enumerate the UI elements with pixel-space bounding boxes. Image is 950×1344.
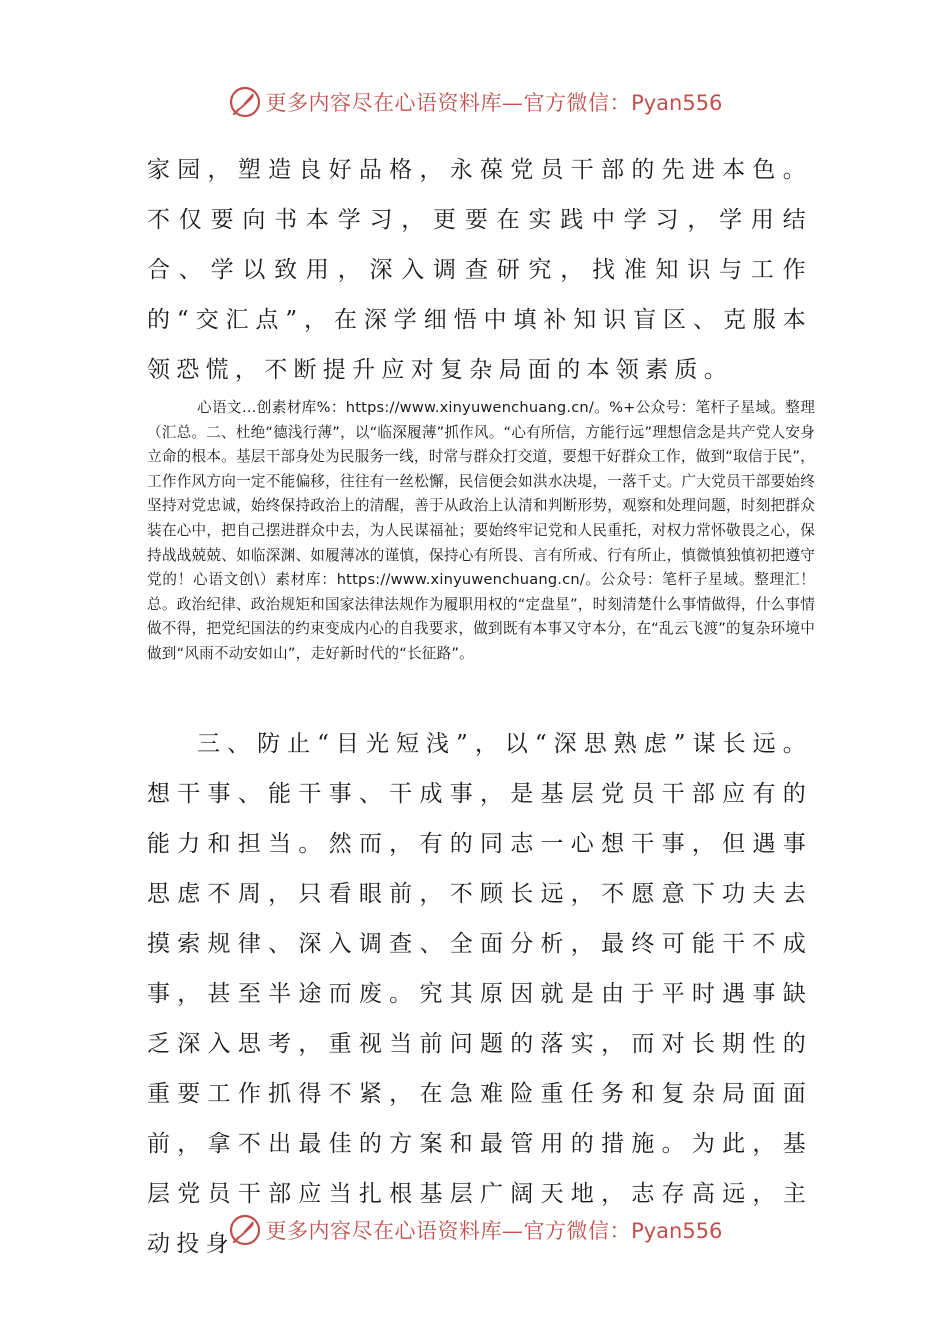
body-paragraph-1: 家园，塑造良好品格，永葆党员干部的先进本色。不仅要向书本学习，更要在实践中学习，学用结合、学以致用，深入调查研究，找准知识与工作的“交汇点”，在深学细悟中填补知识盲区、克服本领恐慌，不断提升应对复杂局面的本领素质。 — [147, 157, 812, 383]
header-banner — [0, 80, 950, 124]
quill-logo-icon — [228, 1213, 262, 1247]
banner-wechat-id: Pyan556 — [631, 91, 723, 115]
footer-banner — [0, 1208, 950, 1252]
body-paragraph-2: 心语文…创素材库%：https://www.xinyuwenchuang.cn/。%+公众号：笔杆子星域。整理（汇总。二、杜绝“德浅行薄”，以“临深履薄”抓作风。“心有所信，方能行远”理想信念是共产党人安身立命的根本。基层干部身处为民服务一线，时常与群众打交道，要想干好群众工作，做到“取信于民”，工作作风方向一定不能偏移，往往有一丝松懈，民信便会如洪水决堤，一落千丈。广大党员干部要始终坚持对党忠诚，始终保持政治上的清醒，善于从政治上认清和判断形势，观察和处理问题，时刻把群众装在心中，把自己摆进群众中去，为人民谋福祉；要始终牢记党和人民重托，对权力常怀敬畏之心，保持战战兢兢、如临深渊、如履薄冰的谨慎，保持心有所畏、言有所戒、行有所止，慎微慎独慎初把遵守党的！心语文创\）素材库：https://www.xinyuwenchuang.cn/。公众号：笔杆子星域。整理汇！总。政治纪律、政治规矩和国家法律法规作为履职用权的“定盘星”，时刻清楚什么事情做得，什么事情做不得，把党纪国法的约束变成内心的自我要求，做到既有本事又守本分，在“乱云飞渡”的复杂环境中做到“风雨不动安如山”，走好新时代的“长征路”。 — [147, 399, 815, 662]
banner-text: 更多内容尽在心语资料库—官方微信：Pyan556 — [265, 1219, 723, 1243]
quill-logo-icon — [228, 85, 262, 119]
banner-text: 更多内容尽在心语资料库—官方微信：Pyan556 — [265, 91, 723, 115]
banner-wechat-id: Pyan556 — [631, 1219, 723, 1243]
body-paragraph-3: 三、防止“目光短浅”，以“深思熟虑”谋长远。想干事、能干事、干成事，是基层党员干部应有的能力和担当。然而，有的同志一心想干事，但遇事思虑不周，只看眼前，不顾长远，不愿意下功夫去摸索规律、深入调查、全面分析，最终可能干不成事，甚至半途而废。究其原因就是由于平时遇事缺乏深入思考，重视当前问题的落实，而对长期性的重要工作抓得不紧，在急难险重任务和复杂局面面前，拿不出最佳的方案和最管用的措施。为此，基层党员干部应当扎根基层广阔天地，志存高远，主动投身 — [147, 731, 812, 1257]
